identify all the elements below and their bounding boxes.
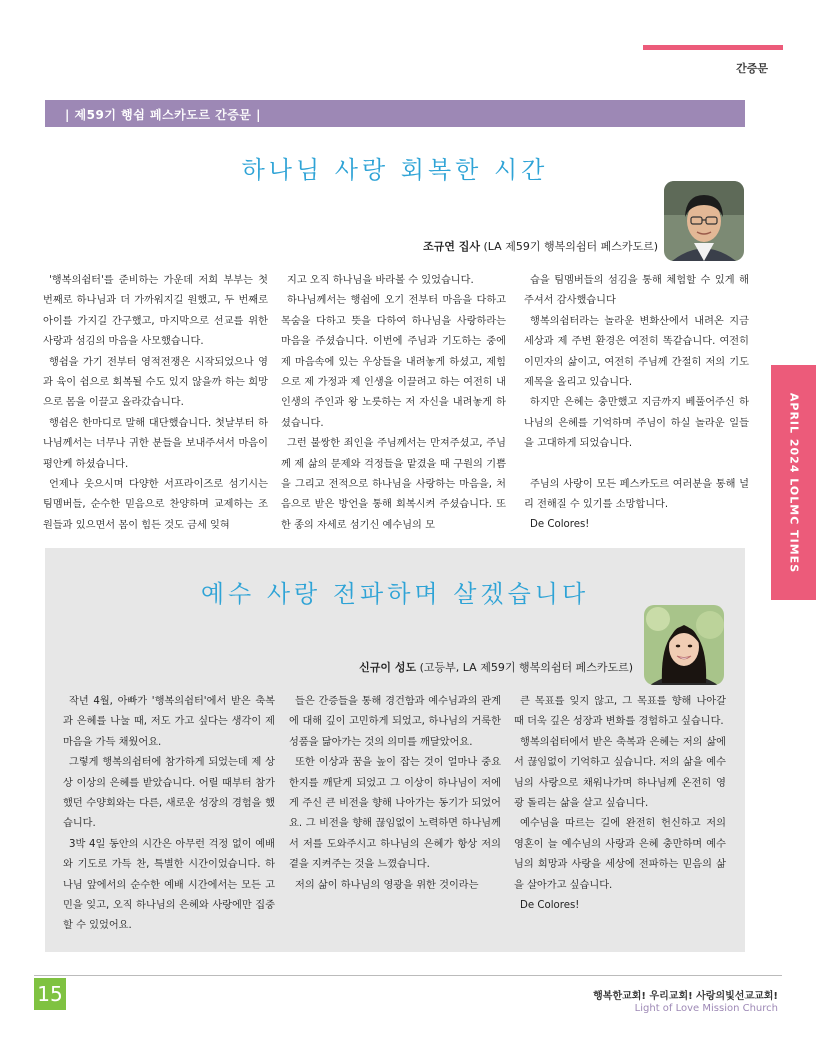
article1-column-1 <box>43 271 268 536</box>
paragraph: 행복의쉼터에서 받은 축복과 은혜는 저의 삶에서 끊임없이 기억하고 싶습니다. 저의 삶을 예수님의 사랑으로 채워나가며 하나님께 온전히 영광 돌리는 삶을 살고 싶습니다. <box>514 736 726 810</box>
article2-column-3 <box>514 692 726 916</box>
paragraph: '행복의쉼터'를 준비하는 가운데 저희 부부는 첫 번째로 하나님과 더 가까워지길 원했고, 두 번째로 아이를 가지길 간구했고, 마지막으로 선교를 위한 사랑과 섬김의 마음을 사모했습니다. <box>43 275 268 348</box>
footer-church-name: Light of Love Mission Church <box>634 1003 778 1014</box>
author2-portrait-image <box>644 605 724 685</box>
paragraph: 주님의 사랑이 모든 페스카도르 여러분을 통해 널리 전해질 수 있기를 소망합니다. <box>524 478 749 511</box>
author2-info: (고등부, LA 제59기 행복의쉼터 페스카도르) <box>419 661 633 674</box>
paragraph: 작년 4월, 아빠가 '행복의쉼터'에서 받은 축복과 은혜를 나눌 때, 저도 가고 싶다는 생각이 제 마음을 가득 채웠어요. <box>63 696 275 748</box>
author1-name: 조규연 집사 <box>423 240 480 253</box>
author1-portrait-image <box>664 181 744 261</box>
paragraph: 또한 이상과 꿈을 높이 잡는 것이 얼마나 중요한지를 깨닫게 되었고 그 이상이 하나님이 저에게 주신 큰 비전을 향해 나아가는 동기가 되었어요. 그 비전을 향해 끊임없이 노력하면 하나님께서 저를 도와주시고 하나님의 은혜가 항상 저의 곁을 지켜주는 것을 느꼈습니다. <box>289 757 501 871</box>
paragraph: 행복의쉼터라는 놀라운 변화산에서 내려온 지금 세상과 제 주변 환경은 여전히 똑같습니다. 여전히 이민자의 삶이고, 여전히 주님께 간절히 저의 기도 제목을 올리고 있습니다. <box>524 315 749 389</box>
paragraph: 3박 4일 동안의 시간은 아무런 걱정 없이 예배와 기도로 가득 찬, 특별한 시간이었습니다. 하나님 앞에서의 순수한 예배 시간에서는 모든 고민을 잊고, 오직 하나님의 은혜와 사랑에만 집중할 수 있었어요. <box>63 838 275 932</box>
paragraph: 행쉼을 가기 전부터 영적전쟁은 시작되었으나 영과 육이 쉼으로 회복될 수도 있지 않을까 하는 희망으로 몸을 이끌고 올라갔습니다. <box>43 356 268 409</box>
paragraph: 하지만 은혜는 충만했고 지금까지 베풀어주신 하나님의 은혜를 기억하며 주님이 하실 놀라운 일들을 고대하게 되었습니다. <box>524 397 749 450</box>
paragraph: 지고 오직 하나님을 바라볼 수 있었습니다. <box>287 275 474 286</box>
paragraph: 예수님을 따르는 길에 완전히 헌신하고 저의 영혼이 늘 예수님의 사랑과 은혜 충만하며 예수님의 희망과 사랑을 세상에 전파하는 믿음의 삶을 살아가고 싶습니다. <box>514 818 726 891</box>
paragraph: 언제나 웃으시며 다양한 서프라이즈로 섬기시는 팀멤버들, 순수한 믿음으로 찬양하며 교제하는 조원들과 있으면서 몸이 힘든 것도 금세 잊혀 <box>43 479 268 531</box>
banner-text: | 제59기 행쉼 페스카도르 간증문 | <box>65 108 261 122</box>
paragraph: 저의 삶이 하나님의 영광을 위한 것이라는 <box>295 879 479 891</box>
article2-column-2 <box>289 692 501 896</box>
paragraph: 그렇게 행복의쉼터에 참가하게 되었는데 제 상상 이상의 은혜를 받았습니다. 어릴 때부터 참가했던 수양회와는 다른, 새로운 성장의 경험을 했습니다. <box>63 757 275 830</box>
author2-name: 신규이 성도 <box>359 661 417 674</box>
paragraph-spacer <box>524 455 749 475</box>
article1-title: 하나님 사랑 회복한 시간 <box>241 156 549 184</box>
section-banner <box>45 100 745 127</box>
article1-column-2 <box>281 271 506 536</box>
paragraph: 큰 목표를 잊지 않고, 그 목표를 향해 나아갈 때 더욱 깊은 성장과 변화를 경험하고 싶습니다. <box>514 696 726 728</box>
page-number: 15 <box>34 978 66 1010</box>
footer-slogan: 행복한교회! 우리교회! 사랑의빛선교교회! <box>593 991 778 1002</box>
paragraph: 그런 불쌍한 죄인을 주님께서는 만져주셨고, 주님께 제 삶의 문제와 걱정들을 맡겼을 때 구원의 기쁨을 그리고 전적으로 하나님을 사랑하는 마음을, 처음으로 받은 방언을 통해 회복시켜 주셨습니다. 또한 종의 자세로 섬기신 예수님의 모 <box>281 438 506 531</box>
section-label: 간증문 <box>736 62 768 75</box>
article1-column-3 <box>524 271 749 536</box>
paragraph: 습을 팀멤버들의 섬김을 통해 체험할 수 있게 해주셔서 감사했습니다 <box>524 275 749 307</box>
footer-divider <box>34 975 782 976</box>
issue-side-tab-label: APRIL 2024 LOLMC TIMES <box>787 392 800 573</box>
sign-off: De Colores! <box>520 900 580 912</box>
article2-column-1 <box>63 692 275 937</box>
article1-byline <box>423 238 658 254</box>
sign-off: De Colores! <box>530 519 590 531</box>
issue-side-tab <box>771 365 816 600</box>
author1-info: (LA 제59기 행복의쉼터 페스카도르) <box>483 240 658 253</box>
paragraph: 행쉼은 한마디로 말해 대단했습니다. 첫날부터 하나님께서는 너무나 귀한 분들을 보내주셔서 마음이 평안케 하셨습니다. <box>43 417 268 470</box>
author1-photo <box>664 181 744 261</box>
paragraph: 들은 간증들을 통해 경건함과 예수님과의 관계에 대해 깊이 고민하게 되었고, 하나님의 거룩한 성품을 닮아가는 것의 의미를 깨달았어요. <box>289 696 501 748</box>
article2-byline <box>359 659 633 675</box>
header-accent-bar <box>643 45 783 50</box>
paragraph: 하나님께서는 행쉼에 오기 전부터 마음을 다하고 목숨을 다하고 뜻을 다하여 하나님을 사랑하라는 마음을 주셨습니다. 이번에 주님과 기도하는 중에 제 마음속에 있는 우상들을 내려놓게 하셨고, 제힘으로 제 가정과 제 인생을 이끌려고 하는 여전히 내 인생의 주인과 왕 노릇하는 저 자신을 내려놓게 하셨습니다. <box>281 295 506 429</box>
article2-title: 예수 사랑 전파하며 살겠습니다 <box>200 580 590 608</box>
author2-photo <box>644 605 724 685</box>
